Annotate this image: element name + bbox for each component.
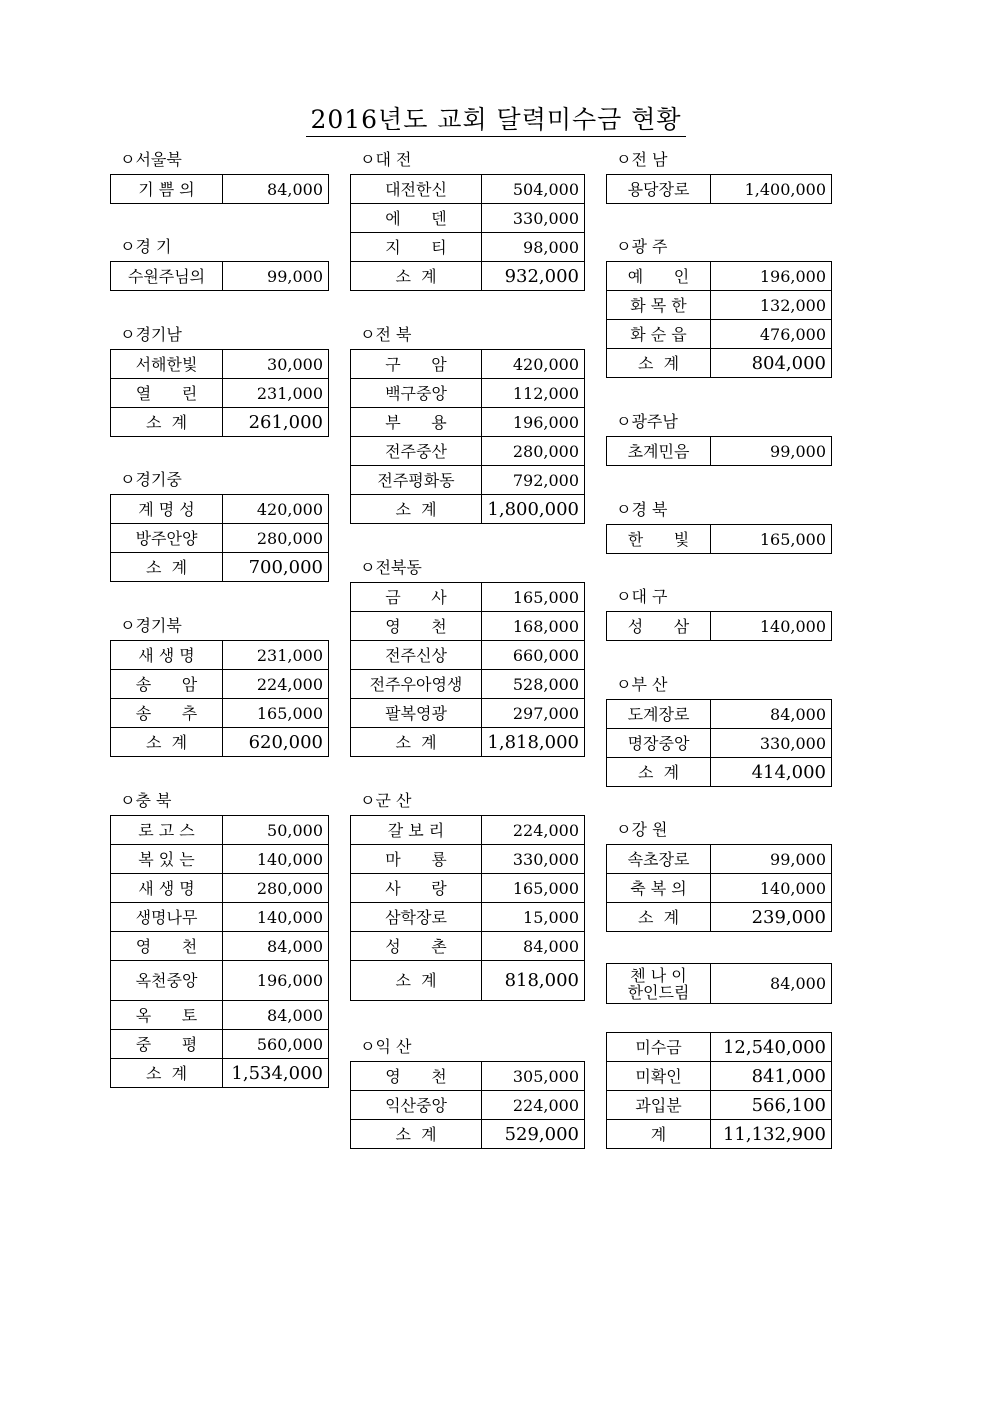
church-name: 대전한신 xyxy=(351,175,482,204)
amount: 224,000 xyxy=(482,816,585,845)
amount: 50,000 xyxy=(223,816,329,845)
table-row xyxy=(351,1091,585,1120)
region-header: ㅇ광 주 xyxy=(616,237,668,256)
amount: 98,000 xyxy=(482,233,585,262)
amount: 330,000 xyxy=(482,845,585,874)
amount: 297,000 xyxy=(482,699,585,728)
amount: 132,000 xyxy=(711,291,832,320)
church-name: 전주중산 xyxy=(351,437,482,466)
amount: 231,000 xyxy=(223,379,329,408)
table-row xyxy=(111,845,329,874)
amount: 231,000 xyxy=(223,641,329,670)
amount: 140,000 xyxy=(711,612,832,641)
church-name: 갈 보 리 xyxy=(351,816,482,845)
table-row xyxy=(607,903,832,932)
church-name: 옥천중앙 xyxy=(111,961,223,1001)
region-table xyxy=(606,699,832,787)
region-table xyxy=(110,349,329,437)
region-header: ㅇ경 기 xyxy=(120,237,172,256)
table-row xyxy=(111,874,329,903)
amount: 330,000 xyxy=(482,204,585,233)
region-table xyxy=(110,174,329,204)
amount: 165,000 xyxy=(482,583,585,612)
subtotal-label: 소 계 xyxy=(351,495,482,524)
region-group xyxy=(606,963,832,1004)
subtotal-amount: 11,132,900 xyxy=(711,1120,832,1149)
page-title: 2016년도 교회 달력미수금 현황 xyxy=(0,100,992,136)
church-name: 새 생 명 xyxy=(111,874,223,903)
table-row xyxy=(351,350,585,379)
table-row xyxy=(111,175,329,204)
subtotal-amount: 239,000 xyxy=(711,903,832,932)
church-name: 열 린 xyxy=(111,379,223,408)
table-row xyxy=(111,903,329,932)
region-table xyxy=(350,1061,585,1149)
table-row xyxy=(111,350,329,379)
church-name: 축 복 의 xyxy=(607,874,711,903)
table-row xyxy=(351,495,585,524)
region-header: ㅇ대 구 xyxy=(616,587,668,606)
table-row xyxy=(111,1059,329,1088)
table-row xyxy=(351,583,585,612)
church-name: 초계민음 xyxy=(607,437,711,466)
church-name: 익산중앙 xyxy=(351,1091,482,1120)
amount: 99,000 xyxy=(711,437,832,466)
church-name: 생명나무 xyxy=(111,903,223,932)
table-row xyxy=(607,845,832,874)
region-header: ㅇ익 산 xyxy=(360,1037,412,1056)
table-row xyxy=(351,874,585,903)
amount: 420,000 xyxy=(482,350,585,379)
amount: 84,000 xyxy=(223,1001,329,1030)
region-header: ㅇ광주남 xyxy=(616,412,678,431)
table-row xyxy=(351,845,585,874)
region-group xyxy=(350,1032,585,1149)
church-name: 전주평화동 xyxy=(351,466,482,495)
table-row xyxy=(607,437,832,466)
table-row xyxy=(111,408,329,437)
table-row xyxy=(351,379,585,408)
table-row xyxy=(351,728,585,757)
subtotal-label: 소 계 xyxy=(111,1059,223,1088)
region-group xyxy=(606,815,832,932)
subtotal-amount: 261,000 xyxy=(223,408,329,437)
amount: 305,000 xyxy=(482,1062,585,1091)
table-row xyxy=(351,932,585,961)
amount: 165,000 xyxy=(482,874,585,903)
church-name: 복 있 는 xyxy=(111,845,223,874)
church-name: 계 명 성 xyxy=(111,495,223,524)
table-row xyxy=(111,553,329,582)
church-name: 계 xyxy=(607,1120,711,1149)
table-row xyxy=(607,349,832,378)
region-header: ㅇ부 산 xyxy=(616,675,668,694)
church-name: 과입분 xyxy=(607,1091,711,1120)
table-row xyxy=(351,961,585,1001)
subtotal-label: 소 계 xyxy=(607,349,711,378)
amount: 420,000 xyxy=(223,495,329,524)
region-group xyxy=(350,145,585,291)
table-row xyxy=(351,204,585,233)
church-name: 백구중앙 xyxy=(351,379,482,408)
church-name: 새 생 명 xyxy=(111,641,223,670)
region-table xyxy=(350,174,585,291)
subtotal-label: 소 계 xyxy=(607,903,711,932)
subtotal-amount: 566,100 xyxy=(711,1091,832,1120)
church-name: 전주신상 xyxy=(351,641,482,670)
table-row xyxy=(351,816,585,845)
church-name: 도계장로 xyxy=(607,700,711,729)
subtotal-amount: 12,540,000 xyxy=(711,1033,832,1062)
church-name: 에 덴 xyxy=(351,204,482,233)
subtotal-amount: 1,534,000 xyxy=(223,1059,329,1088)
church-name: 삼학장로 xyxy=(351,903,482,932)
table-row xyxy=(607,964,832,1004)
table-row xyxy=(111,699,329,728)
amount: 1,400,000 xyxy=(711,175,832,204)
region-header: ㅇ경기북 xyxy=(120,616,182,635)
region-table xyxy=(110,261,329,291)
region-group xyxy=(606,495,832,554)
amount: 99,000 xyxy=(711,845,832,874)
table-row xyxy=(111,961,329,1001)
table-row xyxy=(111,641,329,670)
subtotal-amount: 529,000 xyxy=(482,1120,585,1149)
region-table xyxy=(110,815,329,1088)
region-group xyxy=(606,670,832,787)
region-table xyxy=(606,524,832,554)
amount: 504,000 xyxy=(482,175,585,204)
region-table xyxy=(606,174,832,204)
church-name: 미수금 xyxy=(607,1033,711,1062)
region-header: ㅇ전 남 xyxy=(616,150,668,169)
region-header: ㅇ전북동 xyxy=(360,558,422,577)
church-name: 송 추 xyxy=(111,699,223,728)
subtotal-label: 소 계 xyxy=(351,262,482,291)
subtotal-label: 소 계 xyxy=(111,728,223,757)
table-row xyxy=(111,728,329,757)
church-name: 사 랑 xyxy=(351,874,482,903)
church-name: 기 쁨 의 xyxy=(111,175,223,204)
region-table xyxy=(606,611,832,641)
subtotal-amount: 1,818,000 xyxy=(482,728,585,757)
subtotal-amount: 841,000 xyxy=(711,1062,832,1091)
church-name: 금 사 xyxy=(351,583,482,612)
amount: 168,000 xyxy=(482,612,585,641)
table-row xyxy=(351,262,585,291)
church-name: 예 인 xyxy=(607,262,711,291)
church-name: 용당장로 xyxy=(607,175,711,204)
church-name: 첸 나 이 한인드림 xyxy=(607,964,711,1004)
table-row xyxy=(351,437,585,466)
region-group xyxy=(350,320,585,524)
church-name: 지 티 xyxy=(351,233,482,262)
amount: 84,000 xyxy=(223,175,329,204)
church-name: 영 천 xyxy=(351,1062,482,1091)
table-row xyxy=(607,1033,832,1062)
region-group xyxy=(110,611,329,757)
region-header: ㅇ경기중 xyxy=(120,470,182,489)
table-row xyxy=(111,1030,329,1059)
subtotal-label: 소 계 xyxy=(351,1120,482,1149)
church-name: 서해한빛 xyxy=(111,350,223,379)
table-row xyxy=(607,874,832,903)
region-header: ㅇ서울북 xyxy=(120,150,182,169)
amount: 99,000 xyxy=(223,262,329,291)
church-name: 방주안양 xyxy=(111,524,223,553)
church-name: 마 룡 xyxy=(351,845,482,874)
church-name: 송 암 xyxy=(111,670,223,699)
table-row xyxy=(111,524,329,553)
table-row xyxy=(607,320,832,349)
church-name: 로 고 스 xyxy=(111,816,223,845)
region-group xyxy=(110,786,329,1088)
church-name: 구 암 xyxy=(351,350,482,379)
amount: 224,000 xyxy=(223,670,329,699)
church-name: 미확인 xyxy=(607,1062,711,1091)
subtotal-amount: 700,000 xyxy=(223,553,329,582)
table-row xyxy=(351,1120,585,1149)
amount: 112,000 xyxy=(482,379,585,408)
region-group xyxy=(110,145,329,204)
region-group xyxy=(606,407,832,466)
region-table xyxy=(110,640,329,757)
table-row xyxy=(111,379,329,408)
region-table xyxy=(606,963,832,1004)
table-row xyxy=(351,641,585,670)
region-header: ㅇ대 전 xyxy=(360,150,412,169)
region-table xyxy=(350,582,585,757)
region-header: ㅇ전 북 xyxy=(360,325,412,344)
table-row xyxy=(111,1001,329,1030)
table-row xyxy=(607,758,832,787)
region-table xyxy=(350,815,585,1001)
subtotal-label: 소 계 xyxy=(351,728,482,757)
region-table xyxy=(606,261,832,378)
region-table xyxy=(350,349,585,524)
subtotal-label: 소 계 xyxy=(111,408,223,437)
amount: 140,000 xyxy=(711,874,832,903)
amount: 30,000 xyxy=(223,350,329,379)
church-name: 성 삼 xyxy=(607,612,711,641)
region-header: ㅇ경 북 xyxy=(616,500,668,519)
church-name: 수원주님의 xyxy=(111,262,223,291)
table-row xyxy=(607,291,832,320)
table-row xyxy=(607,612,832,641)
table-row xyxy=(111,670,329,699)
subtotal-label: 소 계 xyxy=(607,758,711,787)
church-name: 한 빛 xyxy=(607,525,711,554)
region-header: ㅇ경기남 xyxy=(120,325,182,344)
amount: 140,000 xyxy=(223,903,329,932)
subtotal-amount: 932,000 xyxy=(482,262,585,291)
amount: 84,000 xyxy=(711,964,832,1004)
table-row xyxy=(351,1062,585,1091)
region-group xyxy=(606,232,832,378)
church-name: 팔복영광 xyxy=(351,699,482,728)
amount: 560,000 xyxy=(223,1030,329,1059)
church-name: 성 촌 xyxy=(351,932,482,961)
table-row xyxy=(607,175,832,204)
table-row xyxy=(351,466,585,495)
church-name: 영 천 xyxy=(351,612,482,641)
amount: 84,000 xyxy=(482,932,585,961)
table-row xyxy=(111,262,329,291)
amount: 196,000 xyxy=(482,408,585,437)
subtotal-amount: 818,000 xyxy=(482,961,585,1001)
amount: 476,000 xyxy=(711,320,832,349)
table-row xyxy=(351,612,585,641)
region-header: ㅇ충 북 xyxy=(120,791,172,810)
table-row xyxy=(607,262,832,291)
table-row xyxy=(351,233,585,262)
amount: 165,000 xyxy=(223,699,329,728)
amount: 792,000 xyxy=(482,466,585,495)
region-table xyxy=(606,844,832,932)
table-row xyxy=(351,903,585,932)
church-name: 명장중앙 xyxy=(607,729,711,758)
table-row xyxy=(111,816,329,845)
region-table xyxy=(606,436,832,466)
region-group xyxy=(606,1032,832,1149)
amount: 140,000 xyxy=(223,845,329,874)
table-row xyxy=(351,670,585,699)
subtotal-label: 소 계 xyxy=(351,961,482,1001)
church-name: 옥 토 xyxy=(111,1001,223,1030)
amount: 660,000 xyxy=(482,641,585,670)
region-group xyxy=(606,582,832,641)
amount: 84,000 xyxy=(711,700,832,729)
amount: 165,000 xyxy=(711,525,832,554)
table-row xyxy=(111,495,329,524)
amount: 280,000 xyxy=(482,437,585,466)
region-table xyxy=(606,1032,832,1149)
subtotal-amount: 804,000 xyxy=(711,349,832,378)
church-name: 영 천 xyxy=(111,932,223,961)
church-name: 속초장로 xyxy=(607,845,711,874)
amount: 224,000 xyxy=(482,1091,585,1120)
church-name: 중 평 xyxy=(111,1030,223,1059)
amount: 528,000 xyxy=(482,670,585,699)
church-name: 부 용 xyxy=(351,408,482,437)
amount: 196,000 xyxy=(711,262,832,291)
church-name: 전주우아영생 xyxy=(351,670,482,699)
region-group xyxy=(110,320,329,437)
table-row xyxy=(111,932,329,961)
table-row xyxy=(607,525,832,554)
amount: 280,000 xyxy=(223,874,329,903)
table-row xyxy=(607,1120,832,1149)
amount: 196,000 xyxy=(223,961,329,1001)
amount: 280,000 xyxy=(223,524,329,553)
table-row xyxy=(351,699,585,728)
amount: 84,000 xyxy=(223,932,329,961)
table-row xyxy=(607,700,832,729)
church-name: 화 목 한 xyxy=(607,291,711,320)
subtotal-amount: 414,000 xyxy=(711,758,832,787)
church-name: 화 순 읍 xyxy=(607,320,711,349)
table-row xyxy=(607,1091,832,1120)
table-row xyxy=(607,1062,832,1091)
region-table xyxy=(110,494,329,582)
region-group xyxy=(350,553,585,757)
region-group xyxy=(606,145,832,204)
region-header: ㅇ군 산 xyxy=(360,791,412,810)
table-row xyxy=(351,175,585,204)
table-row xyxy=(607,729,832,758)
subtotal-amount: 620,000 xyxy=(223,728,329,757)
region-group xyxy=(350,786,585,1001)
region-group xyxy=(110,232,329,291)
amount: 15,000 xyxy=(482,903,585,932)
amount: 330,000 xyxy=(711,729,832,758)
region-group xyxy=(110,465,329,582)
table-row xyxy=(351,408,585,437)
region-header: ㅇ강 원 xyxy=(616,820,668,839)
subtotal-amount: 1,800,000 xyxy=(482,495,585,524)
subtotal-label: 소 계 xyxy=(111,553,223,582)
